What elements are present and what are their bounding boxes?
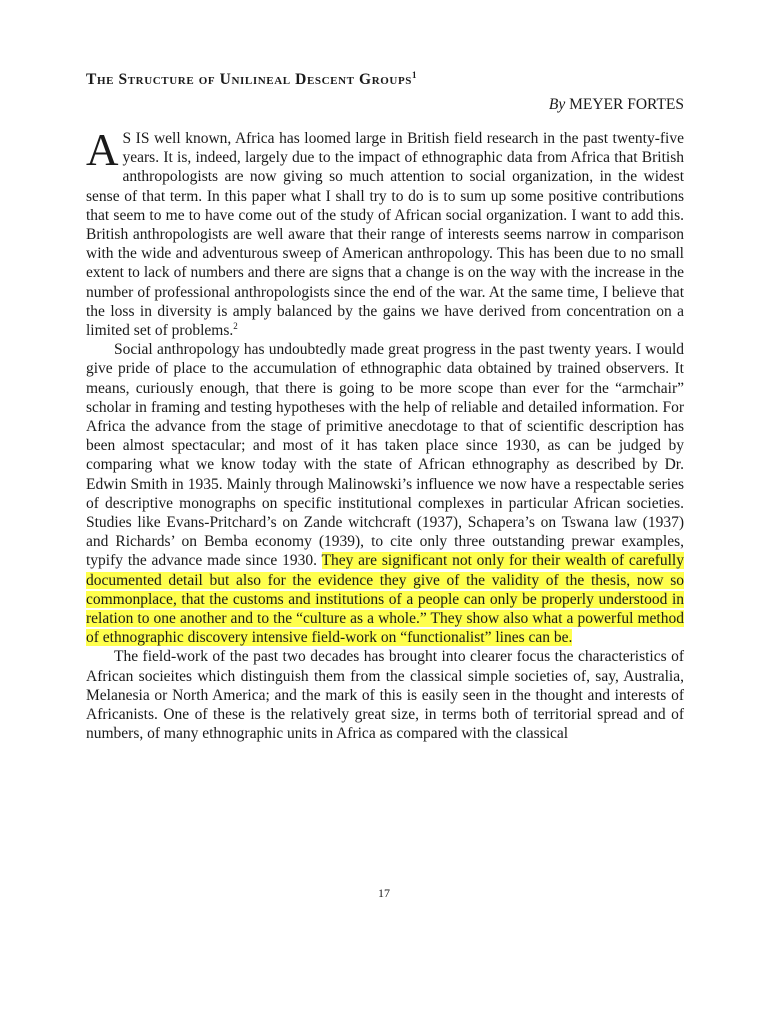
article-body xyxy=(86,125,684,744)
paragraph-1-text: S IS well known, Africa has loomed large in British field research in the past twenty-five years. It is, indeed, largely due to the impact of ethnographic data from Africa that British anthropologists are now giving so much attention to social organization, in the widest sense of that term. In this paper what I shall try to do is to sum up some positive contributions that seem to me to have come out of the study of African social organization. I want to add this. British anthropologists are well aware that their range of interests seems narrow in comparison with the wide and adventurous sweep of American anthropology. This has been due to no small extent to lack of numbers and there are signs that a change is on the way with the increase in the number of professional anthropologists since the end of the war. At the same time, I believe that the loss in diversity is amply balanced by the gains we have derived from concentration on a limited set of problems. xyxy=(86,130,684,340)
article-title xyxy=(86,70,684,90)
highlighted-passage: They are significant not only for their wealth of carefully documented detail but also for the evidence they give of the validity of the thesis, now so commonplace, that the customs and institutions of a people can only be properly understood in relation to one another and to the “culture as a whole.” They show also what a powerful method of ethnographic discovery intensive field-work on “functionalist” lines can be. xyxy=(86,552,684,647)
page-number: 17 xyxy=(378,886,390,900)
article xyxy=(86,70,684,744)
author-name: MEYER FORTES xyxy=(569,96,684,113)
paragraph-3 xyxy=(86,647,684,743)
title-footnote-marker: 1 xyxy=(411,69,418,80)
byline-prefix: By xyxy=(548,96,566,113)
title-text: The Structure of Unilineal Descent Groups xyxy=(86,71,412,88)
drop-cap: A xyxy=(86,125,119,175)
footnote-marker-2: 2 xyxy=(233,320,238,331)
paragraph-3-text: The field-work of the past two decades has brought into clearer focus the characteristics of African socieites which distinguish them from the classical simple societies of, say, Australia, Melanesia or North America; and the mark of this is easily seen in the thought and interests of Africanists. One of these is the relatively great size, in terms both of territorial spread and of numbers, of many ethnographic units in Africa as compared with the classical xyxy=(86,648,684,743)
paragraph-2 xyxy=(86,340,684,647)
paragraph-2-text: Social anthropology has undoubtedly made great progress in the past twenty years. I would give pride of place to the accumulation of ethnographic data obtained by trained observers. It means, curiously enough, that there is going to be more scope than ever for the “armchair” scholar in framing and testing hypotheses with the help of reliable and detailed information. For Africa the advance from the stage of primitive anecdotage to that of scientific description has been almost spectacular; and most of it has taken place since 1930, as can be judged by comparing what we know today with the state of African ethnography as described by Dr. Edwin Smith in 1935. Mainly through Malinowski’s influence we now have a respectable series of descriptive monographs on specific institutional complexes in particular African societies. Studies like Evans-Pritchard’s on Zande witchcraft (1937), Schapera’s on Tswana law (1937) and Richards’ on Bemba economy (1939), to cite only three outstanding prewar examples, typify the advance made since 1930. xyxy=(86,341,684,570)
byline xyxy=(86,94,684,116)
paragraph-1 xyxy=(86,125,684,340)
